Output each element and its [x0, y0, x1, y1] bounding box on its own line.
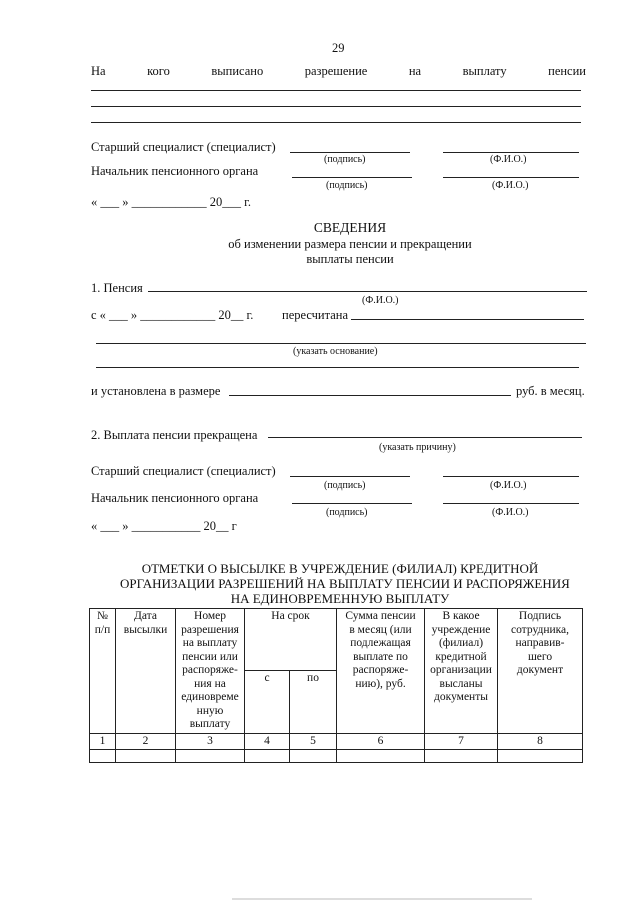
signature-line[interactable] [292, 503, 412, 504]
permit-line [91, 64, 586, 78]
basis-line[interactable] [96, 343, 586, 344]
page-number: 29 [332, 41, 345, 55]
column-number: 6 [337, 733, 425, 750]
set-amount-label: и установлена в размере [91, 384, 221, 398]
column-number: 1 [90, 733, 116, 750]
fio-caption: (Ф.И.О.) [490, 480, 527, 491]
table-cell[interactable] [498, 750, 583, 763]
permit-fill-line[interactable] [91, 122, 581, 123]
header-sum: Сумма пенсии в месяц (или подлежащая выплате по распоряже- нию), руб. [337, 609, 425, 734]
dispatch-marks-table [89, 608, 583, 763]
marks-title-line: ОРГАНИЗАЦИИ РАЗРЕШЕНИЙ НА ВЫПЛАТУ ПЕНСИИ И РАСПОРЯЖЕНИЯ [120, 576, 570, 591]
column-number: 8 [498, 733, 583, 750]
table-cell[interactable] [337, 750, 425, 763]
fio-line[interactable] [443, 152, 579, 153]
table-cell[interactable] [90, 750, 116, 763]
fio-caption: (Ф.И.О.) [362, 295, 399, 306]
permit-fill-line[interactable] [91, 90, 581, 91]
pension-head-label: Начальник пенсионного органа [91, 491, 259, 505]
recalc-line[interactable] [351, 319, 584, 320]
from-date[interactable]: с « ___ » ____________ 20__ г. [91, 308, 254, 322]
permit-word: пенсии [548, 64, 586, 78]
permit-word: кого [147, 64, 170, 78]
header-to: по [290, 671, 337, 733]
header-signature: Подпись сотрудника, направив- шего документ [498, 609, 583, 734]
permit-word: выписано [211, 64, 264, 78]
column-number: 7 [425, 733, 498, 750]
fio-caption: (Ф.И.О.) [490, 154, 527, 165]
pension-fio-line[interactable] [148, 291, 587, 292]
permit-word: выплату [462, 64, 507, 78]
table-cell[interactable] [425, 750, 498, 763]
signature-caption: (подпись) [326, 507, 368, 518]
per-month-label: руб. в месяц. [516, 384, 585, 398]
column-number-row [90, 733, 583, 750]
pension-label: 1. Пенсия [91, 281, 143, 295]
table-cell[interactable] [245, 750, 290, 763]
column-number: 4 [245, 733, 290, 750]
reason-line[interactable] [268, 437, 582, 438]
table-cell[interactable] [116, 750, 176, 763]
signature-caption: (подпись) [324, 154, 366, 165]
fio-caption: (Ф.И.О.) [492, 180, 529, 191]
column-number: 5 [290, 733, 337, 750]
signature-line[interactable] [290, 152, 410, 153]
header-from: с [245, 671, 290, 733]
recalc-label: пересчитана [282, 308, 349, 322]
table-cell[interactable] [176, 750, 245, 763]
header-num: № п/п [90, 609, 116, 734]
permit-fill-line[interactable] [91, 106, 581, 107]
basis-line[interactable] [96, 367, 579, 368]
senior-specialist-label: Старший специалист (специалист) [91, 140, 276, 154]
senior-specialist-label: Старший специалист (специалист) [91, 464, 276, 478]
amount-line[interactable] [229, 395, 511, 396]
table-header-row [90, 609, 583, 671]
column-number: 2 [116, 733, 176, 750]
pension-head-label: Начальник пенсионного органа [91, 164, 259, 178]
signature-caption: (подпись) [326, 180, 368, 191]
info-subtitle: выплаты пенсии [306, 252, 394, 266]
stopped-label: 2. Выплата пенсии прекращена [91, 428, 258, 442]
fio-caption: (Ф.И.О.) [492, 507, 529, 518]
fio-line[interactable] [443, 503, 579, 504]
permit-word: разрешение [304, 64, 368, 78]
fio-line[interactable] [443, 177, 579, 178]
column-number: 3 [176, 733, 245, 750]
signature-line[interactable] [292, 177, 412, 178]
reason-caption: (указать причину) [379, 442, 456, 453]
date-line[interactable]: « ___ » ____________ 20___ г. [91, 195, 251, 209]
info-heading: СВЕДЕНИЯ [313, 220, 387, 235]
scan-artifact [232, 898, 532, 900]
info-subtitle: об изменении размера пенсии и прекращении [228, 237, 472, 251]
header-institution: В какое учреждение (филиал) кредитной организации высланы документы [425, 609, 498, 734]
fio-line[interactable] [443, 476, 579, 477]
basis-caption: (указать основание) [293, 346, 378, 357]
header-date: Дата высылки [116, 609, 176, 734]
marks-title-line: НА ЕДИНОВРЕМЕННУЮ ВЫПЛАТУ [230, 591, 450, 606]
signature-line[interactable] [290, 476, 410, 477]
header-term: На срок [245, 609, 337, 671]
table-cell[interactable] [290, 750, 337, 763]
permit-word: На [91, 64, 106, 78]
marks-title-line: ОТМЕТКИ О ВЫСЫЛКЕ В УЧРЕЖДЕНИЕ (ФИЛИАЛ) КРЕДИТНОЙ [141, 561, 539, 576]
permit-word: на [408, 64, 422, 78]
header-number: Номер разрешения на выплату пенсии или распоряже- ния на единовреме нную выплату [176, 609, 245, 734]
signature-caption: (подпись) [324, 480, 366, 491]
table-row[interactable] [90, 750, 583, 763]
date-line[interactable]: « ___ » ___________ 20__ г [91, 519, 237, 533]
